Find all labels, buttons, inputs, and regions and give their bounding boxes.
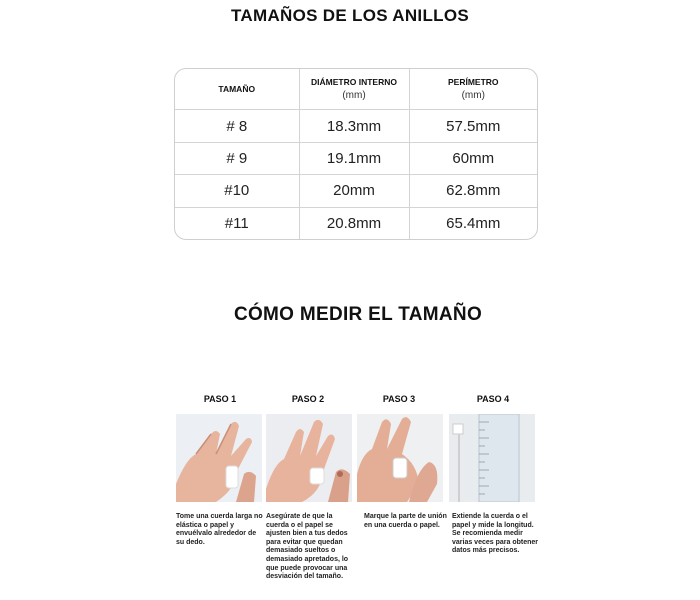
table-row	[175, 142, 537, 174]
header-size: TAMAÑO	[175, 69, 299, 110]
step-2-description: Asegúrate de que la cuerda o el papel se ajusten bien a tus dedos para evitar que quedan demasiado sueltos o demasiado apretados, lo que puede provocar una desviación del tamaño.	[266, 513, 349, 581]
step-4-ruler-photo	[449, 414, 535, 502]
size-cell: #11	[175, 207, 299, 239]
step-2-hand-photo	[266, 414, 352, 502]
diameter-cell: 20.8mm	[299, 207, 409, 239]
step-4-description: Extiende la cuerda o el papel y mide la longitud. Se recomienda medir varias veces para obtener datos más precisos.	[452, 513, 538, 555]
diameter-cell: 19.1mm	[299, 142, 409, 174]
size-cell: # 9	[175, 142, 299, 174]
table-row	[175, 110, 537, 142]
table-row	[175, 207, 537, 239]
step-3-hand-photo	[357, 414, 443, 502]
perimeter-cell: 60mm	[409, 142, 537, 174]
sizes-title: TAMAÑOS DE LOS ANILLOS	[231, 6, 469, 25]
size-cell: #10	[175, 175, 299, 207]
table-header-row	[175, 69, 537, 110]
table-row	[175, 175, 537, 207]
perimeter-cell: 57.5mm	[409, 110, 537, 142]
size-table	[174, 68, 538, 240]
step-4-label: PASO 4	[476, 394, 510, 404]
diameter-cell: 20mm	[299, 175, 409, 207]
perimeter-cell: 62.8mm	[409, 175, 537, 207]
measure-title: CÓMO MEDIR EL TAMAÑO	[233, 304, 483, 325]
step-2-label: PASO 2	[291, 394, 325, 404]
diameter-cell: 18.3mm	[299, 110, 409, 142]
step-3-description: Marque la parte de unión en una cuerda o papel.	[364, 513, 447, 529]
header-perimeter: PERÍMETRO (mm)	[409, 69, 537, 110]
perimeter-cell: 65.4mm	[446, 214, 501, 232]
step-1-hand-photo	[176, 414, 262, 502]
step-1-label: PASO 1	[203, 394, 237, 404]
header-diameter: DIÁMETRO INTERNO (mm)	[299, 69, 409, 110]
size-cell: # 8	[175, 110, 299, 142]
step-1-description: Tome una cuerda larga no elástica o papel y envuélvalo alrededor de su dedo.	[176, 513, 263, 546]
step-3-label: PASO 3	[382, 394, 416, 404]
